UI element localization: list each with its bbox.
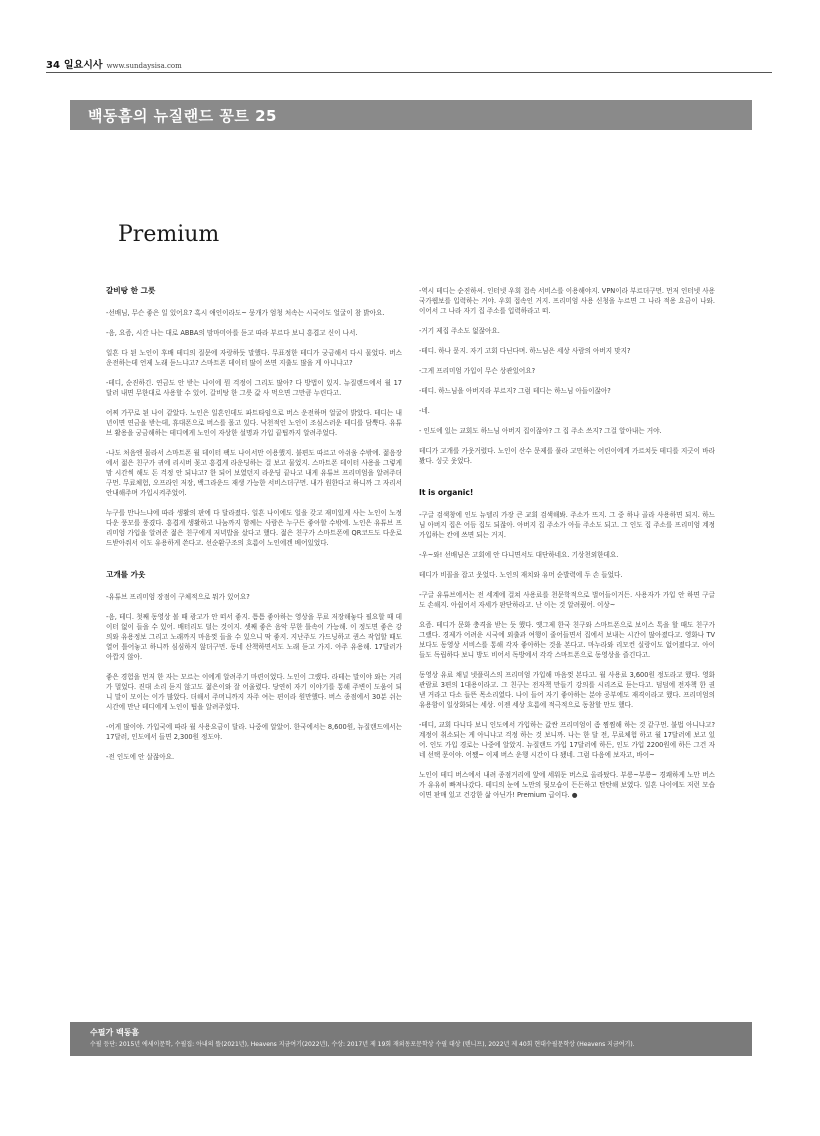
- paragraph: -테디, 교회 다니다 보니 인도에서 가입하는 값싼 프리미엄이 좀 찜찜해 하는 것 같구먼. 불법 아니냐고? 계정이 취소되는 게 아니냐고 걱정 하는 것 보니까. 나는 한 달 전, 무료체험 하고 월 17달러에 보고 있어. 인도 가입 경로는 나중에 알았지. 뉴질랜드 가입 17달러에 하든, 인도 가입 2200원에 하든 그건 자네 선택 문이야. 어쨌~ 이제 버스 운행 시간이 다 됐네. 그럼 다음에 보자고, 바이~: [419, 721, 715, 759]
- paragraph: 노인이 테디 버스에서 내려 종점거리에 앞에 세워둔 버스로 올라탔다. 부릉~부릉~ 경쾌하게 노만 버스가 유유히 빠져나갔다. 테디의 눈에 노만의 뒷모습이 든든하고 탄탄해 보였다. 일흔 나이에도 저런 모습이면 판매 있고 건강한 삶 아닌가! Premium 급이다. ●: [419, 771, 715, 799]
- paragraph: 동영상 유료 채널 넷플릭스의 프리미엄 가입해 마음껏 본다고. 월 사용료 3,600원 정도라고 했다. 영화 관람료 3편의 1대용이라고. 그 친구는 전자책 만들기 강의를 시리즈로 듣는다고. 덤덤에 전자책 한 권 낸 거라고 다소 들뜬 목소리였다. 나이 들어 자기 좋아하는 분야 공부에도 재격이라고 했다. 프리미엄의 유용함이 일상화되는 세상. 이젠 세상 흐름에 적극적으로 동참할 만도 했다.: [419, 671, 715, 709]
- page-number: 34: [46, 60, 60, 71]
- paragraph: -테디. 하나 묻지. 자기 고회 다닌다며. 하느님은 세상 사람의 아버지 맞지?: [419, 347, 631, 355]
- section-heading: It is organic!: [419, 488, 474, 497]
- paragraph: -테디, 순진하긴. 연금도 안 받는 나이에 뭔 걱정이 그리도 많아? 다 방법이 있지. 뉴질랜드에서 월 17 달러 내면 무한대로 사용할 수 있어. 갈비탕 한 그릇 값 사 먹으면 그만큼 누린다고.: [106, 379, 402, 397]
- section-heading: 고개를 가웃: [106, 570, 146, 579]
- paragraph: 일흔 다 된 노인이 후배 테디의 질문에 자랑하듯 말했다. 무표정한 테디가 궁금해서 다시 물었다. 버스 운전하는데 언제 노래 듣느냐고? 스마트폰 데이터 많이 쓰면 지출도 많을 게 아니냐고?: [106, 349, 402, 367]
- series-banner: [70, 100, 752, 130]
- paragraph: - 인도에 있는 교회도 하느님 아버지 집이잖아? 그 집 주소 쓰지? 그걸 알아내는 거야.: [419, 427, 662, 435]
- right-column: [419, 286, 715, 810]
- author-box: [70, 1022, 752, 1056]
- essay-title: Premium: [118, 222, 220, 247]
- author-title: 수필가 백동흠: [90, 1028, 140, 1037]
- paragraph: -음, 요즘, 시간 나는 대로 ABBA의 맘마미아를 듣고 따라 부르다 보니 흥겹고 신이 나서.: [106, 329, 358, 337]
- paragraph: 누구를 만나느냐에 따라 생활의 판에 다 달라졌다. 일흔 나이에도 일을 갖고 재미있게 사는 노인이 노정다운 풍모를 풍겼다. 흥겹게 생활하고 나눔까지 함께는 사람은 누구든 좋아할 수밖에. 노인은 유튜브 프리미엄 가입을 알려준 젊은 친구에게 저녁밥을 샀다고 했다. 젊은 친구가 스마트폰에 QR코드도 다운로드받아줘서 이도 유용하게 쓴다고. 선순환구조의 흐름이 노인에겐 베어있었다.: [106, 509, 402, 547]
- paragraph: -선배님, 무슨 좋은 일 있어요? 혹시 애인이라도~ 뭉개가 엄청 처속는 시국이도 얼굴이 참 밝아요.: [106, 309, 385, 317]
- paragraph: -우~와! 선배님은 고회에 안 다니면서도 대단하네요. 기상천외한데요.: [419, 551, 619, 559]
- magazine-name: 일요시사: [63, 60, 103, 71]
- magazine-url: www.sundaysisa.com: [106, 62, 182, 70]
- paragraph: 테디가 비꼴을 잡고 웃었다. 노인의 재치와 유머 순발력에 두 손 들었다.: [419, 571, 623, 579]
- paragraph: -네.: [419, 407, 430, 415]
- paragraph: -거기 제집 주소도 없잖아요.: [419, 327, 500, 335]
- paragraph: 어찌 가꾸로 된 나이 같았다. 노인은 일흔인데도 파트타임으로 버스 운전하며 얼굴이 밝았다. 테디는 내년이면 연금을 받는데, 휴대폰으로 버스를 몰고 있다. 낙천적인 노인이 조심스러운 테디를 담뿍다. 유튜브 활용을 궁금해하는 테디에게 노인이 자상한 설명과 가입 끝팁까지 알려주었다.: [106, 409, 402, 437]
- paragraph: -테디. 하느님을 아버지라 부르지? 그럼 테디는 하느님 아들이잖아?: [419, 387, 611, 395]
- section-heading: 갈비탕 한 그릇: [106, 286, 156, 295]
- paragraph: -전 인도에 안 살잖아요.: [106, 753, 175, 761]
- left-column: [106, 286, 402, 772]
- series-title: 백동흠의 뉴질랜드 꽁트 25: [88, 107, 277, 125]
- paragraph: 테디가 고개를 가웃거렸다. 노인이 산수 문제를 풀라 고민하는 어린이에게 가르치듯 테디를 지긋이 바라봤다. 싱긋 웃었다.: [419, 447, 715, 465]
- paragraph: -구글 검색창에 인도 뉴델리 가장 큰 교회 검색해봐. 주소가 뜨지. 그 중 하나 골라 사용하면 되지. 하느님 아버지 집은 어듬 집도 되잖아. 아버지 집 주소가 아들 주소도 되고. 그 인도 집 주소를 프리미엄 계정 가입하는 칸에 쓰면 되는 거지.: [419, 511, 715, 539]
- paragraph: -나도 처음엔 몰라서 스마트폰 월 데이터 팩도 나이서만 이용했지. 불편도 따르고 아쉬움 수밖에. 젊음장에서 젊은 친구가 귀에 리시버 꽂고 흥겹게 라운딩하는 걸 보고 물었지. 스마트폰 데이터 사용을 그렇게 맘 시간씩 해도 돈 걱정 안 되냐고? 한 되어 보였던지 라운딩 끝나고 내게 유튜브 프리미엄을 알려주더구먼. 무료체험, 오프라인 저장, 백그라운드 재생 가능한 서비스더구먼. 내가 원한다고 하니까 그 자리서 안내해주며 가입시켜주었어.: [106, 449, 402, 497]
- paragraph: -음, 테디. 첫째 동영상 볼 때 광고가 안 떠서 좋지. 틈틈 좋아하는 영상을 무료 저장해놓다 필요할 때 데이터 없이 들을 수 있어. 배터리도 덜는 것이지. 셋째 좋은 음악 무한 틀속이 가능해. 이 정도면 좋은 강의와 유용정보 그리고 노래까지 마음껏 들을 수 있으니 딱 좋지. 지난주도 가드닝하고 퀸스 작업할 때도 열어 틀어놓고 하니까 심심하지 않더구먼. 동네 산책하면서도 노래 듣고 가지. 아주 유용해. 17달러가 아깝지 않아.: [106, 613, 402, 661]
- paragraph: -그게 프리미엄 가입이 무슨 상관있어요?: [419, 367, 536, 375]
- paragraph: 좋은 경험을 먼저 한 자는 모르는 이에게 알려주기 마련이었다. 노인이 그랬다. 라테는 말이야 와는 거리가 멀었다. 진대 소리 듣지 않고도 젊은이와 잘 어울렸다. 당연히 자기 이야기를 통해 주변이 도움이 되니 말이 모이는 이가 많았다. 더해서 주머니까지 자주 여는 편이라 원만했다. 버스 종점에서 30분 쉬는 시간에 만난 테디에게 노인이 팁을 알려주었다.: [106, 673, 402, 711]
- paragraph: -역시 테디는 순진하셔. 인터넷 우회 접속 서비스를 이용해야지. VPN이라 부르더구먼. 먼저 인터넷 사용국가웹보를 입력하는 거야. 우회 접속인 거지. 프리미엄 사용 신청을 누르면 그 나라 적용 요금이 나와. 이어서 그 나라 자기 집 주소를 입력하라고 떠.: [419, 287, 715, 315]
- paragraph: -구글 유튜브에서는 전 세계에 걸쳐 사용료를 천문학적으로 벌어들이거든. 사용자가 가입 안 하면 구글도 손해지. 아쉽어서 자세가 판단하라고. 난 이는 것 알려줬어. 이상~: [419, 591, 715, 609]
- page-header: [46, 56, 772, 73]
- paragraph: -어게 많이야. 가입국에 따라 월 사용요금이 달라. 나중에 알았어. 한국에서는 8,600원, 뉴질랜드에서는 17달러, 인도에서 들면 2,300원 정도야.: [106, 723, 402, 741]
- paragraph: 요즘. 테디가 문화 충격을 받는 듯 했다. 옛그제 한국 친구와 스마트폰으로 보이스 톡을 할 때도 친구가 그랬다. 경제가 어려운 시국에 외출과 여행이 줄어들면서 집에서 보내는 시간이 많아졌다고. 영화나 TV 보다도 동영상 서비스를 통해 각자 좋아하는 것을 본다고. 마누라와 리모컨 실랑이도 없어졌다고. 아이들도 독립하다 보니 방도 비어서 독방에서 각각 스마트폰으로 동영상을 즐긴다고.: [419, 621, 715, 659]
- author-bio: 수필 등단: 2015년 에세이문학, 수필집: 아내의 뜰(2021년), Heavens 지금여기(2022년), 수상: 2017년 제 19회 재외동포문학상 수필 대상 (텐니프), 2022년 제 40회 현대수필문학상 (Heavens 지금여기).: [90, 1041, 635, 1048]
- paragraph: -유튜브 프리미엄 장점이 구체적으로 뭐가 있어요?: [106, 593, 250, 601]
